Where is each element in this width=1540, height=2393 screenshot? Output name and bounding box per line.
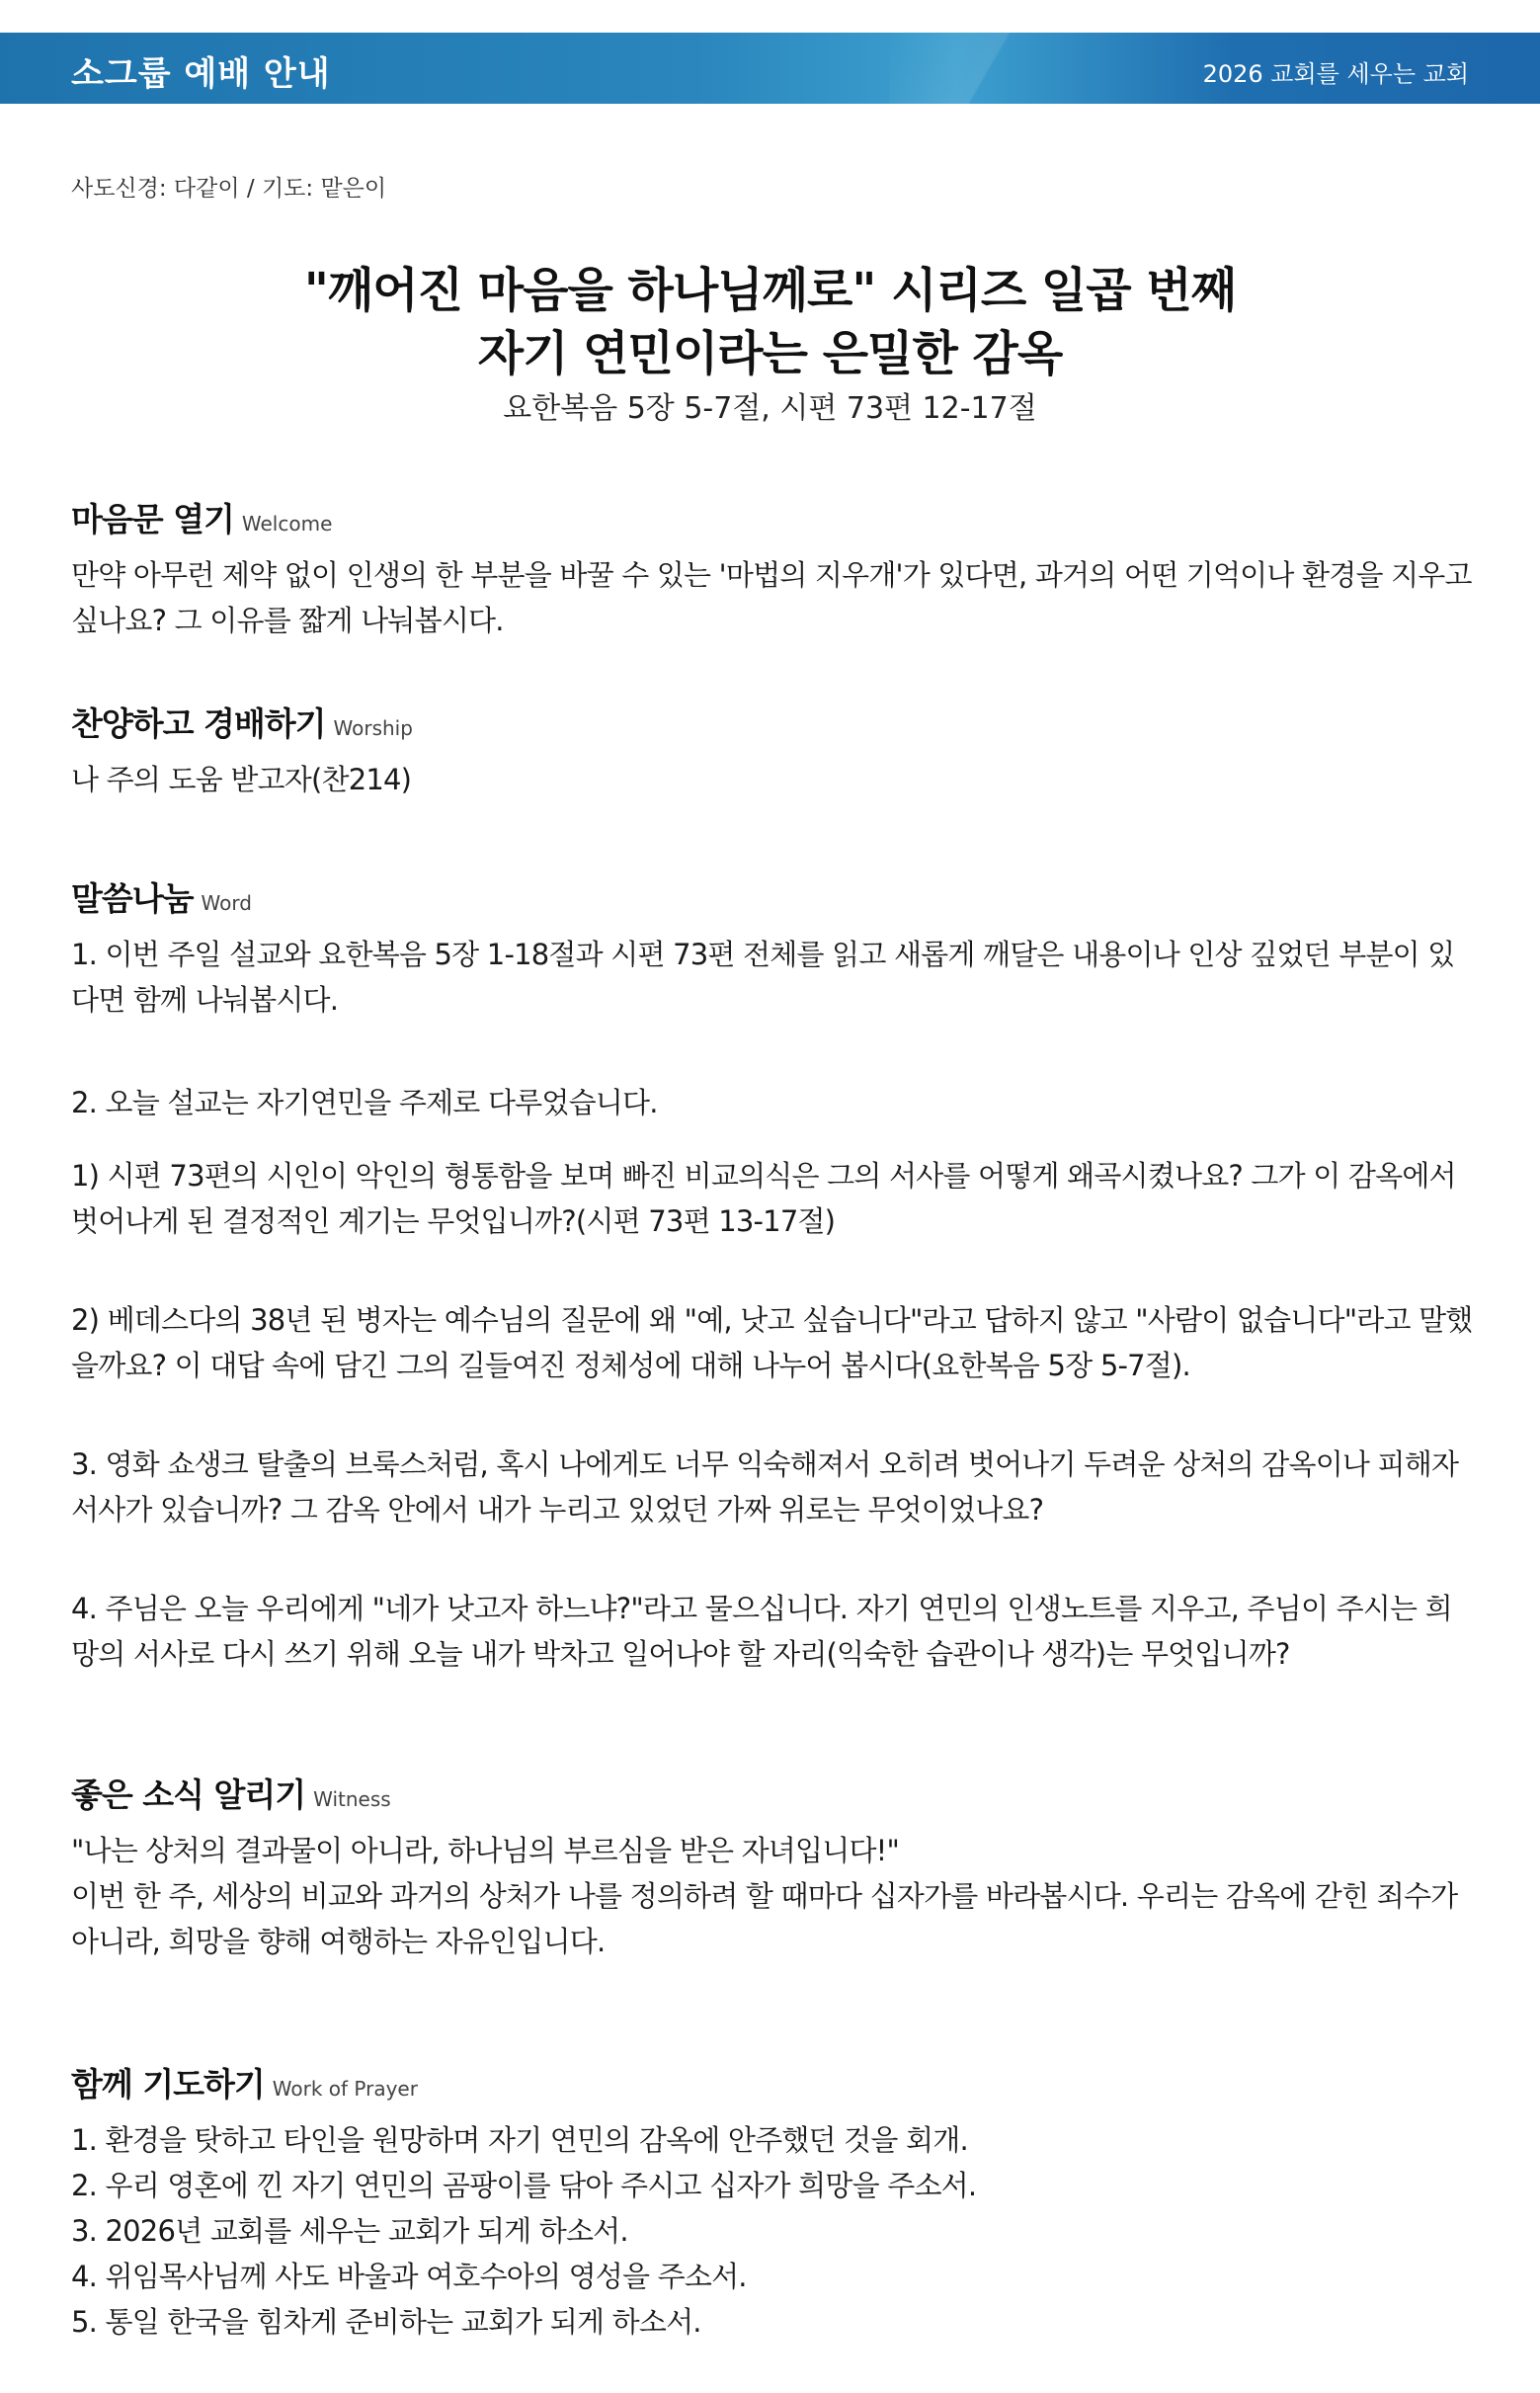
witness-declaration: "나는 상처의 결과물이 아니라, 하나님의 부르심을 받은 자녀입니다!": [71, 1834, 900, 1867]
hymn-title: 나 주의 도움 받고자(찬214): [71, 763, 412, 796]
prayer-item: 5. 통일 한국을 힘차게 준비하는 교회가 되게 하소서.: [71, 2305, 701, 2339]
section-title: 함께 기도하기: [71, 2065, 265, 2104]
question-2-1: 1) 시편 73편의 시인이 악인의 형통함을 보며 빠진 비교의식은 그의 서사를 어떻게 왜곡시켰나요? 그가 이 감옥에서 벗어나게 된 결정적인 계기는 무엇입니까?(시편 73편 13-17절): [71, 1159, 1456, 1238]
section-title: 마음문 열기: [71, 500, 234, 538]
page-header-title: 소그룹 예배 안내: [71, 54, 331, 94]
witness-message: 이번 한 주, 세상의 비교와 과거의 상처가 나를 정의하려 할 때마다 십자가를 바라봅시다. 우리는 감옥에 갇힌 죄수가 아니라, 희망을 향해 여행하는 자유인입니다.: [71, 1879, 1458, 1958]
question-4: 4. 주님은 오늘 우리에게 "네가 낫고자 하느냐?"라고 물으십니다. 자기 연민의 인생노트를 지우고, 주님이 주시는 희망의 서사로 다시 쓰기 위해 오늘 내가 박차고 일어나야 할 자리(익숙한 습관이나 생각)는 무엇입니까?: [71, 1592, 1452, 1671]
prayer-item: 3. 2026년 교회를 세우는 교회가 되게 하소서.: [71, 2214, 628, 2248]
prayer-item: 4. 위임목사님께 사도 바울과 여호수아의 영성을 주소서.: [71, 2260, 747, 2293]
section-title: 찬양하고 경배하기: [71, 704, 326, 743]
section-header: [71, 1770, 1474, 1816]
sermon-series-title: "깨어진 마음을 하나님께로" 시리즈 일곱 번째: [303, 263, 1237, 318]
word-questions: [71, 932, 1474, 1677]
worship-guide-content: [71, 494, 1474, 2345]
section-header: [71, 2059, 1474, 2105]
section-worship: [71, 699, 1474, 802]
section-subtitle: Worship: [333, 716, 413, 740]
scripture-reference: 요한복음 5장 5-7절, 시편 73편 12-17절: [503, 391, 1037, 426]
section-title: 말씀나눔: [71, 879, 194, 918]
question-3: 3. 영화 쇼생크 탈출의 브룩스처럼, 혹시 나에게도 너무 익숙해져서 오히려 벗어나기 두려운 상처의 감옥이나 피해자 서사가 있습니까? 그 감옥 안에서 내가 누리고 있었던 가짜 위로는 무엇이었나요?: [71, 1447, 1459, 1527]
question-2-2: 2) 베데스다의 38년 된 병자는 예수님의 질문에 왜 "예, 낫고 싶습니다"라고 답하지 않고 "사람이 없습니다"라고 말했을까요? 이 대답 속에 담긴 그의 길들여진 정체성에 대해 나누어 봅시다(요한복음 5장 5-7절).: [71, 1303, 1473, 1382]
witness-text: [71, 1828, 1474, 1964]
question-2: 2. 오늘 설교는 자기연민을 주제로 다루었습니다.: [71, 1086, 658, 1119]
section-subtitle: Witness: [313, 1787, 391, 1811]
prayer-item: 1. 환경을 탓하고 타인을 원망하며 자기 연민의 감옥에 안주했던 것을 회개.: [71, 2123, 968, 2157]
section-header: [71, 494, 1474, 540]
section-subtitle: Welcome: [241, 512, 333, 536]
section-subtitle: Work of Prayer: [272, 2077, 418, 2101]
sermon-title-block: [0, 259, 1540, 431]
section-prayer: [71, 2059, 1474, 2345]
sermon-title: 자기 연민이라는 은밀한 감옥: [477, 326, 1063, 381]
section-word: [71, 873, 1474, 1677]
question-1: 1. 이번 주일 설교와 요한복음 5장 1-18절과 시편 73편 전체를 읽고 새롭게 깨달은 내용이나 인상 깊었던 부분이 있다면 함께 나눠봅시다.: [71, 938, 1455, 1017]
section-header: [71, 699, 1474, 745]
service-roles: 사도신경: 다같이 / 기도: 맡은이: [71, 176, 387, 202]
section-welcome: [71, 494, 1474, 643]
section-subtitle: Word: [201, 891, 252, 915]
church-slogan: 2026 교회를 세우는 교회: [1202, 60, 1469, 88]
prayer-list: [71, 2117, 1474, 2345]
header-bar: [0, 33, 1540, 104]
section-witness: [71, 1770, 1474, 1964]
welcome-question: 만약 아무런 제약 없이 인생의 한 부분을 바꿀 수 있는 '마법의 지우개'가 있다면, 과거의 어떤 기억이나 환경을 지우고 싶나요? 그 이유를 짧게 나눠봅시다.: [71, 558, 1472, 637]
prayer-item: 2. 우리 영혼에 낀 자기 연민의 곰팡이를 닦아 주시고 십자가 희망을 주소서.: [71, 2169, 977, 2202]
section-header: [71, 873, 1474, 920]
section-title: 좋은 소식 알리기: [71, 1775, 306, 1814]
